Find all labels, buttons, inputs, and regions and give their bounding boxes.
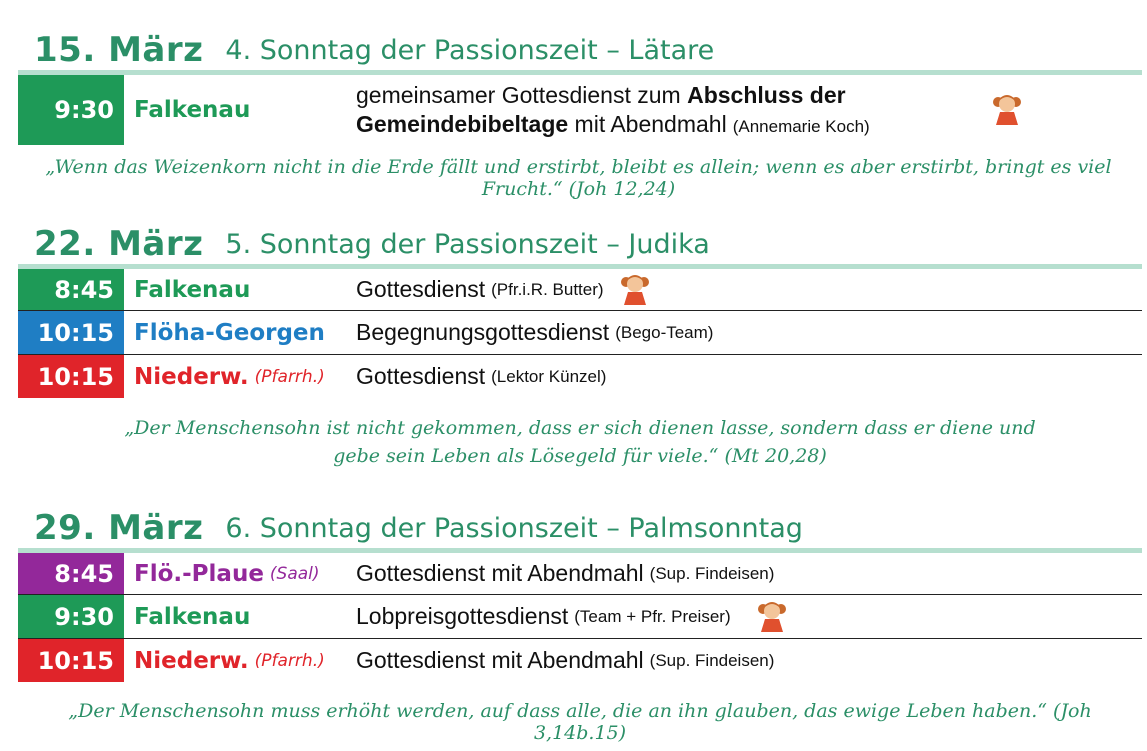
service-row [18,595,1142,639]
section-date: 15. März [34,30,204,70]
service-row [18,355,1142,398]
place-name: Falkenau [134,603,251,630]
section-22-maerz [18,222,1142,398]
service-row [18,553,1142,595]
event-text: Gottesdienst [356,276,486,302]
event-line-1 [356,81,1142,110]
event-description [356,553,1142,594]
event-note: (Pfr.i.R. Butter) [491,279,604,299]
bible-quote: „Wenn das Weizenkorn nicht in die Erde fällt und erstirbt, bleibt es allein; wenn es aber erstirbt, bringt es viel Frucht.“ (Joh 12,24) [45,156,1112,200]
service-row [18,639,1142,682]
place-label [124,553,356,594]
section-29-maerz [18,506,1142,682]
doll-icon [757,600,787,634]
event-note: (Sup. Findeisen) [649,650,775,670]
time-badge: 8:45 [18,553,124,594]
event-description [356,311,1142,354]
bible-quote: „Der Menschensohn muss erhöht werden, auf dass alle, die an ihn glauben, das ewige Leben haben.“ (Joh 3,14b.15) [68,700,1092,744]
event-note: (Bego-Team) [615,322,714,342]
place-name: Falkenau [134,276,251,303]
event-text: Lobpreisgottesdienst [356,603,569,629]
event-note: (Annemarie Koch) [732,117,870,136]
time-badge: 10:15 [18,311,124,354]
time-badge: 9:30 [18,75,124,145]
section-date: 22. März [34,224,204,264]
event-description [356,269,1142,310]
event-description [356,639,1142,682]
place-name: Niederw. [134,647,249,674]
event-text: mit Abendmahl [568,111,727,137]
event-text-bold: Abschluss der [687,82,846,108]
event-description [356,75,1142,145]
place-label [124,269,356,310]
event-note: (Sup. Findeisen) [649,563,775,583]
section-heading [18,222,1142,264]
event-note: (Lektor Künzel) [491,366,607,386]
section-date: 29. März [34,508,204,548]
place-label [124,311,356,354]
doll-icon [992,93,1022,127]
service-row [18,269,1142,311]
section-sunday: 6. Sonntag der Passionszeit – Palmsonntag [225,513,803,544]
event-text: Gottesdienst mit Abendmahl [356,560,644,586]
event-description [356,595,1142,638]
place-label [124,595,356,638]
service-row [18,311,1142,355]
event-note: (Team + Pfr. Preiser) [574,606,731,626]
section-sunday: 5. Sonntag der Passionszeit – Judika [225,229,710,260]
place-name: Falkenau [134,97,251,123]
place-name: Flö.-Plaue [134,560,264,587]
event-text: gemeinsamer Gottesdienst zum [356,82,688,108]
place-label [124,639,356,682]
time-badge: 9:30 [18,595,124,638]
event-text: Begegnungsgottesdienst [356,319,610,345]
time-badge: 10:15 [18,639,124,682]
section-sunday: 4. Sonntag der Passionszeit – Lätare [225,35,715,66]
quote-line: „Der Menschensohn ist nicht gekommen, dass er sich dienen lasse, sondern dass er diene und [124,417,1036,439]
place-name: Flöha-Georgen [134,319,325,346]
place-sub: (Saal) [269,563,320,584]
bible-quote [120,414,1040,470]
section-15-maerz [18,28,1142,145]
place-sub: (Pfarrh.) [254,650,325,671]
doll-icon [620,273,650,307]
event-description [356,355,1142,398]
event-text-bold: Gemeindebibeltage [356,111,569,137]
time-badge: 10:15 [18,355,124,398]
event-text: Gottesdienst [356,363,486,389]
section-heading [18,28,1142,70]
section-heading [18,506,1142,548]
event-line-2 [356,110,1142,141]
place-label [124,355,356,398]
service-row [18,75,1142,145]
time-badge: 8:45 [18,269,124,310]
place-name: Niederw. [134,363,249,390]
event-text: Gottesdienst mit Abendmahl [356,647,644,673]
place-sub: (Pfarrh.) [254,366,325,387]
quote-line: gebe sein Leben als Lösegeld für viele.“ (Mt 20,28) [333,445,827,467]
place-label [124,75,356,145]
